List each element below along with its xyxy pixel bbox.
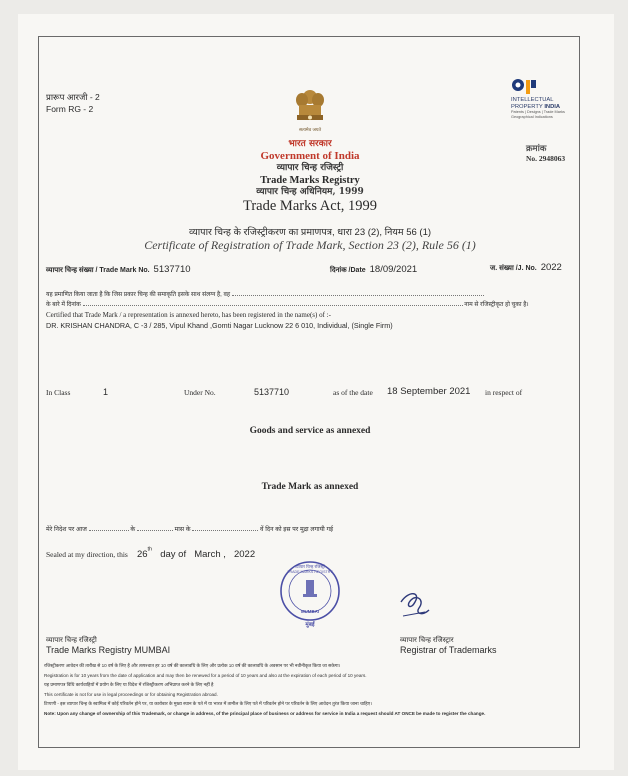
footer-registrar-hi: व्यापार चिन्ह रजिस्ट्रार — [400, 637, 454, 644]
ip-india-logo-icon — [511, 78, 537, 96]
footer-registrar-en: Registrar of Trademarks — [400, 645, 497, 655]
sealed-day: 26 — [136, 549, 148, 560]
serial-label-en: No. — [526, 154, 538, 163]
form-number-hi: प्रारूप आरजी - 2 — [46, 92, 100, 102]
registry-name-hi: व्यापार चिन्ह रजिस्ट्री — [276, 163, 344, 173]
as-of-date-label: as of the date — [333, 388, 373, 397]
sealed-hi-c: मास के — [174, 526, 191, 533]
certify-line-hi-1 — [46, 290, 484, 298]
govt-name-hi: भारत सरकार — [288, 139, 332, 149]
serial-number — [526, 143, 565, 163]
seal-ring-text: TRADE MARKS REGISTRY — [287, 570, 333, 574]
certificate-notes — [44, 661, 574, 741]
note-legal-hi: यह प्रमाणपत्र विधि कार्यवाहियों में प्रयोग के लिए या विदेश में रजिस्ट्रीकरण अभिप्राप्त करने के लिए नहीं है — [44, 682, 214, 687]
certificate-date — [330, 264, 417, 275]
sealed-month: March , — [194, 549, 226, 560]
registry-seal — [275, 558, 345, 628]
note-renewal-hi: रजिस्ट्रीकरण आवेदन की तारीख से 10 वर्ष के लिए है और तत्पश्चात हर 10 वर्ष की कालावधि के लिए और प्रत्येक 10 वर्ष की कालावधि के अवसान पर भी नवीनीकृत किया जा सकेगा। — [44, 663, 341, 668]
jno-label: ज. संख्या /J. No. — [490, 265, 537, 272]
as-of-date-value: 18 September 2021 — [387, 386, 471, 397]
certify-en: Certified that Trade Mark / a representation is annexed hereto, has been registered in the name(s) of :- — [46, 311, 331, 319]
seal-top-text: व्यापार चिन्ह रजिस्ट्री — [294, 564, 326, 569]
certify-dotted-line-2 — [83, 305, 463, 306]
sealed-hi-d: वें दिन को इस पर मुद्रा लगायी गई — [260, 526, 334, 533]
in-respect-of: in respect of — [485, 388, 523, 397]
ip-logo-line2: PROPERTY — [511, 103, 543, 110]
under-no-label: Under No. — [184, 388, 216, 397]
note-change-hi: टिप्पणी - इस व्यापार चिन्ह के स्वामित्व में कोई परिवर्तन होने पर, या कारोबार के मुख्य स्थान के पते में या भारत में तामील के लिए पते में परिवर्तन होने पर परिवर्तन के लिए आवेदन तुरंत किया जाना चाहिए। — [44, 701, 372, 706]
form-number — [46, 91, 100, 115]
sealed-dots-3 — [192, 530, 258, 531]
date-value: 18/09/2021 — [369, 264, 418, 275]
ip-india-logo — [511, 78, 577, 119]
trade-mark-number — [46, 264, 191, 275]
journal-number — [490, 262, 562, 273]
tm-number-value: 5137710 — [153, 264, 191, 275]
certify-hi-3: नाम से रजिस्ट्रीकृत हो चुका है। — [464, 302, 529, 308]
owner-details: DR. KRISHAN CHANDRA, C -3 / 285, Vipul Khand ,Gomti Nagar Lucknow 22 6 010, Individual, (Single Firm) — [46, 321, 393, 330]
certify-hi-1: यह प्रमाणित किया जाता है कि जिस प्रकार चिन्ह की समाकृति इसके साथ संलग्न है, वह — [46, 292, 231, 298]
sealed-hi-b: के — [130, 526, 136, 533]
note-change-en: Note: Upon any change of ownership of this Trademark, or change in address, of the principal place of business or address for service in India a request should AT ONCE be made to register the change. — [44, 710, 486, 716]
ip-logo-line3: Patents | Designs | Trade Marks — [511, 110, 565, 115]
certificate-header — [140, 139, 480, 215]
act-name-hi: व्यापार चिन्ह अधिनियम, 1999 — [256, 187, 364, 197]
national-emblem — [288, 86, 332, 133]
sealed-line-hi — [46, 524, 333, 533]
ip-logo-line4: Geographical Indications — [511, 114, 553, 119]
emblem-caption: सत्यमेव जयते — [298, 128, 322, 133]
tm-number-label: व्यापार चिन्ह संख्या / Trade Mark No. — [46, 267, 150, 274]
sealed-dots-1 — [89, 530, 129, 531]
sealed-day-suffix: th — [147, 546, 153, 553]
form-number-en: Form RG - 2 — [46, 104, 94, 114]
sealed-day-of: day of — [160, 549, 187, 560]
ip-logo-line2b: INDIA — [544, 103, 561, 110]
footer-registrar — [400, 636, 497, 655]
seal-city-hi: मुंबई — [305, 622, 315, 628]
lion-capital-icon — [288, 86, 332, 126]
certificate-title-hi: व्यापार चिन्ह के रजिस्ट्रीकरण का प्रमाणपत्र, धारा 23 (2), नियम 56 (1) — [188, 227, 432, 238]
note-legal-en: This certificate is not for use in legal proceedings or for obtaining Registration abroad. — [44, 691, 218, 697]
footer-registry-en: Trade Marks Registry MUMBAI — [46, 645, 171, 655]
class-value: 1 — [103, 387, 109, 397]
sealed-line-en — [46, 542, 255, 561]
in-class-label: In Class — [46, 388, 71, 397]
under-no-value: 5137710 — [254, 387, 290, 397]
certificate-title-en: Certificate of Registration of Trade Mark, Section 23 (2), Rule 56 (1) — [144, 238, 476, 252]
act-name-en: Trade Marks Act, 1999 — [243, 198, 377, 214]
sealed-year: 2022 — [233, 549, 256, 560]
registrar-signature — [395, 588, 435, 622]
signature-icon — [395, 588, 435, 622]
govt-name-en: Government of India — [260, 150, 360, 162]
footer-registry-hi: व्यापार चिन्ह रजिस्ट्री — [46, 637, 97, 644]
trade-mark-annexed: Trade Mark as annexed — [261, 482, 359, 492]
date-label: दिनांक /Date — [330, 267, 366, 274]
serial-value: 2948063 — [538, 154, 566, 163]
sealed-hi-a: मेरे निदेश पर आज — [46, 526, 87, 533]
footer-registry — [46, 636, 170, 655]
goods-and-services: Goods and service as annexed — [249, 426, 371, 436]
note-renewal-en: Registration is for 10 years from the date of application and may then be renewed for a period of 10 years and also at the expiration of each period of 10 years. — [44, 672, 367, 678]
certify-dotted-line-1 — [232, 295, 484, 296]
certify-line-hi-2 — [46, 300, 529, 308]
certify-hi-2: के बारे में दिनांक — [46, 302, 81, 308]
sealed-prefix: Sealed at my direction, this — [46, 550, 128, 559]
jno-value: 2022 — [540, 262, 562, 273]
seal-bottom-text: MUMBAI — [300, 609, 320, 614]
sealed-dots-2 — [137, 530, 173, 531]
serial-label-hi: क्रमांक — [526, 144, 547, 154]
registry-name-en: Trade Marks Registry — [260, 175, 360, 186]
ip-logo-line1: INTELLECTUAL — [511, 97, 554, 103]
